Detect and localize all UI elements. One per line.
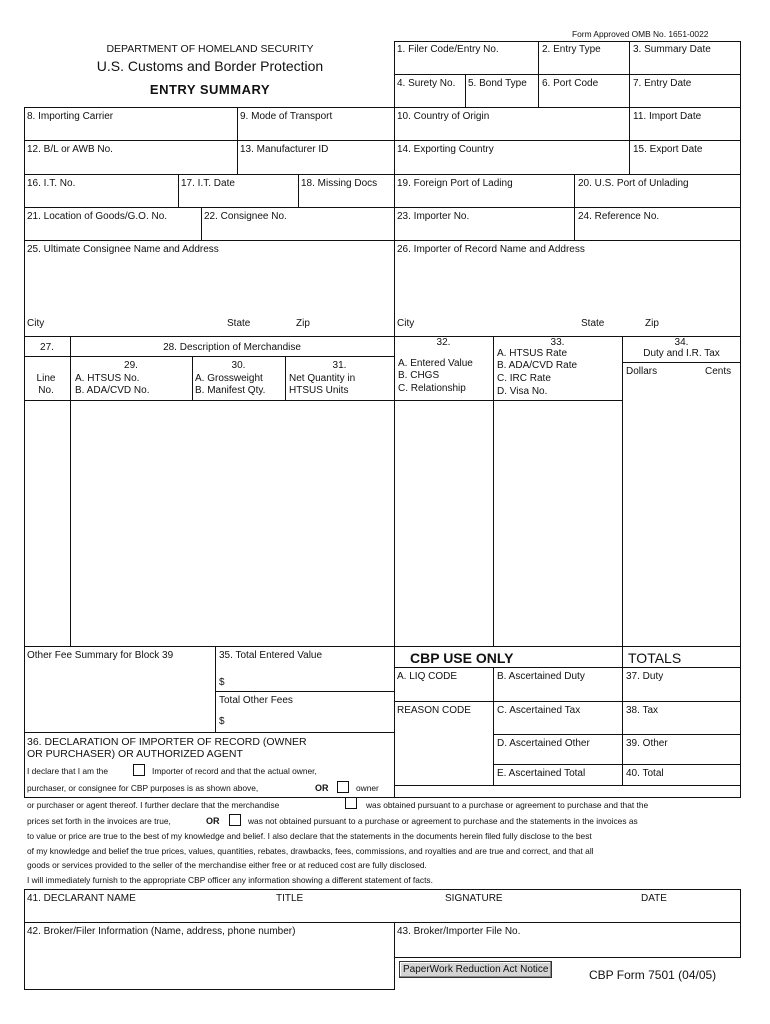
col-28-header: 28. Description of Merchandise: [163, 342, 301, 353]
declaration-line-6: of my knowledge and belief the true prices, values, quantities, rebates, drawbacks, fees, commissions, and royalties and are true and correct, and that all: [27, 846, 594, 856]
col-31a-label: Net Quantity in: [289, 373, 356, 384]
col-34-header: 34.: [674, 337, 689, 348]
entry-type-field[interactable]: 2. Entry Type: [542, 44, 601, 55]
declaration-title-1: 36. DECLARATION OF IMPORTER OF RECORD (OWNER: [27, 736, 307, 748]
col-32b-label: B. CHGS: [398, 370, 440, 381]
declaration-line-4a: prices set forth in the invoices are true,: [27, 816, 171, 826]
col-34-dollars-label: Dollars: [626, 366, 658, 377]
missing-docs-field[interactable]: 18. Missing Docs: [301, 178, 378, 189]
total-other-fees-field[interactable]: Total Other Fees: [219, 695, 293, 706]
col-32-header: 32.: [436, 337, 451, 348]
col-34-cents-label: Cents: [705, 366, 732, 377]
declarant-name-field[interactable]: 41. DECLARANT NAME: [27, 893, 136, 904]
us-port-unlading-field[interactable]: 20. U.S. Port of Unlading: [578, 178, 689, 189]
col-29b-label: B. ADA/CVD No.: [75, 385, 150, 396]
department-name: DEPARTMENT OF HOMELAND SECURITY: [106, 43, 314, 55]
col-27-header: 27.: [40, 342, 54, 353]
declaration-line-1b: Importer of record and that the actual owner,: [152, 766, 317, 776]
reference-no-field[interactable]: 24. Reference No.: [578, 211, 660, 222]
location-of-goods-field[interactable]: 21. Location of Goods/G.O. No.: [27, 211, 168, 222]
broker-file-no-field[interactable]: 43. Broker/Importer File No.: [397, 926, 521, 937]
agency-name: U.S. Customs and Border Protection: [96, 58, 324, 74]
consignee-no-field[interactable]: 22. Consignee No.: [204, 211, 287, 222]
bl-awb-no-field[interactable]: 12. B/L or AWB No.: [27, 144, 113, 155]
total-tax-field[interactable]: 38. Tax: [626, 705, 659, 716]
col-31b-label: HTSUS Units: [289, 385, 349, 396]
declaration-or-2: OR: [206, 816, 220, 826]
entry-date-field[interactable]: 7. Entry Date: [633, 78, 692, 89]
col-31-header: 31.: [332, 360, 347, 371]
export-date-field[interactable]: 15. Export Date: [633, 144, 703, 155]
declaration-line-2b: owner: [356, 783, 379, 793]
summary-date-field[interactable]: 3. Summary Date: [633, 44, 711, 55]
col-33d-label: D. Visa No.: [497, 386, 548, 397]
col-33-header: 33.: [550, 337, 565, 348]
owner-checkbox[interactable]: [337, 781, 349, 793]
importer-of-record-checkbox[interactable]: [133, 764, 145, 776]
col-34a-label: Duty and I.R. Tax: [643, 348, 720, 359]
cbp-use-only-heading: CBP USE ONLY: [410, 650, 514, 666]
total-entered-value-field[interactable]: 35. Total Entered Value: [219, 650, 323, 661]
col-no-label: No.: [38, 385, 54, 396]
ascertained-total-field: E. Ascertained Total: [497, 768, 586, 779]
declarant-signature-field[interactable]: SIGNATURE: [445, 893, 503, 904]
form-number: CBP Form 7501 (04/05): [589, 968, 717, 982]
col-30a-label: A. Grossweight: [195, 373, 263, 384]
col-line-label: Line: [36, 373, 56, 384]
totals-heading: TOTALS: [628, 650, 682, 666]
omb-number: Form Approved OMB No. 1651-0022: [572, 29, 709, 39]
port-code-field[interactable]: 6. Port Code: [542, 78, 599, 89]
declaration-line-3a: or purchaser or agent thereof. I further declare that the merchandise: [27, 800, 280, 810]
it-no-field[interactable]: 16. I.T. No.: [27, 178, 76, 189]
bond-type-field[interactable]: 5. Bond Type: [468, 78, 527, 89]
dollar-sign-2: $: [219, 716, 225, 727]
it-date-field[interactable]: 17. I.T. Date: [181, 178, 235, 189]
form-title: ENTRY SUMMARY: [149, 82, 271, 97]
import-date-field[interactable]: 11. Import Date: [633, 111, 702, 122]
importing-carrier-field[interactable]: 8. Importing Carrier: [27, 111, 114, 122]
declaration-or-1: OR: [315, 783, 329, 793]
col-29-header: 29.: [124, 360, 138, 371]
declaration-line-2a: purchaser, or consignee for CBP purposes is as shown above,: [27, 783, 259, 793]
consignee-state-label: State: [227, 318, 251, 329]
foreign-port-lading-field[interactable]: 19. Foreign Port of Lading: [397, 178, 513, 189]
paperwork-reduction-act-button[interactable]: PaperWork Reduction Act Notice: [399, 961, 552, 978]
col-33c-label: C. IRC Rate: [497, 373, 551, 384]
declaration-line-5: to value or price are true to the best of my knowledge and belief. I also declare that the statements in the documents herein filed fully disclose to the best: [27, 831, 592, 841]
col-30-header: 30.: [231, 360, 246, 371]
declaration-line-8: I will immediately furnish to the appropriate CBP officer any information showing a different statement of facts.: [27, 875, 433, 885]
col-33b-label: B. ADA/CVD Rate: [497, 360, 578, 371]
surety-no-field[interactable]: 4. Surety No.: [397, 78, 456, 89]
importer-of-record-field[interactable]: 26. Importer of Record Name and Address: [397, 244, 585, 255]
importer-no-field[interactable]: 23. Importer No.: [397, 211, 470, 222]
declaration-line-1a: I declare that I am the: [27, 766, 109, 776]
exporting-country-field[interactable]: 14. Exporting Country: [397, 144, 494, 155]
obtained-pursuant-checkbox[interactable]: [345, 797, 357, 809]
declaration-line-4b: was not obtained pursuant to a purchase or agreement to purchase and the statements in the invoices as: [248, 816, 638, 826]
ascertained-duty-field: B. Ascertained Duty: [497, 671, 585, 682]
declaration-title-2: OR PURCHASER) OR AUTHORIZED AGENT: [27, 748, 243, 760]
ultimate-consignee-field[interactable]: 25. Ultimate Consignee Name and Address: [27, 244, 219, 255]
consignee-zip-label: Zip: [296, 318, 310, 329]
filer-code-field[interactable]: 1. Filer Code/Entry No.: [397, 44, 499, 55]
not-obtained-pursuant-checkbox[interactable]: [229, 814, 241, 826]
total-duty-field[interactable]: 37. Duty: [626, 671, 664, 682]
importer-zip-label: Zip: [645, 318, 659, 329]
importer-state-label: State: [581, 318, 605, 329]
declaration-line-3b: was obtained pursuant to a purchase or agreement to purchase and that the: [366, 800, 649, 810]
ascertained-other-field: D. Ascertained Other: [497, 738, 590, 749]
ascertained-tax-field: C. Ascertained Tax: [497, 705, 581, 716]
mode-of-transport-field[interactable]: 9. Mode of Transport: [240, 111, 333, 122]
liq-code-field: A. LIQ CODE: [397, 671, 458, 682]
declarant-date-field[interactable]: DATE: [641, 893, 667, 904]
grand-total-field[interactable]: 40. Total: [626, 768, 664, 779]
broker-info-field[interactable]: 42. Broker/Filer Information (Name, address, phone number): [27, 926, 296, 937]
declarant-title-field[interactable]: TITLE: [276, 893, 304, 904]
importer-city-label: City: [397, 318, 415, 329]
col-32a-label: A. Entered Value: [398, 358, 473, 369]
total-other-field[interactable]: 39. Other: [626, 738, 668, 749]
col-30b-label: B. Manifest Qty.: [195, 385, 266, 396]
country-of-origin-field[interactable]: 10. Country of Origin: [397, 111, 490, 122]
declaration-line-7: goods or services provided to the seller of the merchandise either free or at reduced cost are fully disclosed.: [27, 860, 427, 870]
col-32c-label: C. Relationship: [398, 383, 466, 394]
col-33a-label: A. HTSUS Rate: [497, 348, 568, 359]
dollar-sign-1: $: [219, 677, 225, 688]
consignee-city-label: City: [27, 318, 45, 329]
reason-code-field: REASON CODE: [397, 705, 471, 716]
other-fee-summary-field[interactable]: Other Fee Summary for Block 39: [27, 650, 174, 661]
manufacturer-id-field[interactable]: 13. Manufacturer ID: [240, 144, 329, 155]
col-29a-label: A. HTSUS No.: [75, 373, 140, 384]
